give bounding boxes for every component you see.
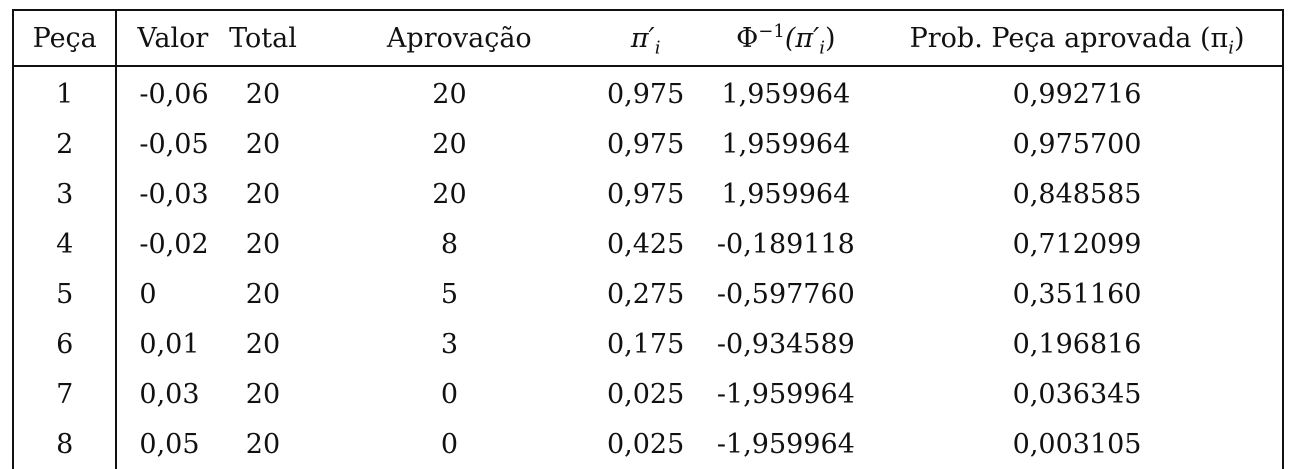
cell-pi-prime: 0,025 xyxy=(606,378,685,410)
cell-prob: 0,036345 xyxy=(872,369,1283,419)
cell-phi-inverse: 1,959964 xyxy=(721,78,851,110)
table-row xyxy=(13,419,1283,469)
table-row xyxy=(13,119,1283,169)
cell-phi-inverse: -0,597760 xyxy=(716,278,855,310)
cell-total: 20 xyxy=(245,78,281,110)
header-row xyxy=(13,10,1283,66)
header-phi-arg-subscript: i xyxy=(819,36,826,58)
header-prob-subscript: i xyxy=(1228,36,1235,58)
cell-pi-prime: 0,975 xyxy=(606,128,685,160)
data-table xyxy=(12,9,1284,469)
cell-phi-inverse: -1,959964 xyxy=(716,378,855,410)
cell-valor: 0 xyxy=(139,278,157,310)
cell-peca: 8 xyxy=(13,419,116,469)
header-total: Total xyxy=(219,10,308,66)
table-row xyxy=(13,219,1283,269)
header-prob-text: Prob. Peça aprovada (π xyxy=(909,22,1229,54)
cell-prob: 0,975700 xyxy=(872,119,1283,169)
cell-total: 20 xyxy=(245,428,281,460)
cell-prob: 0,196816 xyxy=(872,319,1283,369)
header-pi-prime xyxy=(592,10,700,66)
cell-phi-inverse: -0,189118 xyxy=(716,228,855,260)
header-phi-arg-close: ) xyxy=(825,22,836,54)
cell-pi-prime: 0,975 xyxy=(606,178,685,210)
header-pi-prime-symbol: π′ xyxy=(630,22,655,54)
cell-aprovacao: 20 xyxy=(432,128,467,160)
cell-aprovacao: 0 xyxy=(440,428,459,460)
cell-pi-prime: 0,175 xyxy=(606,328,685,360)
table-row xyxy=(13,369,1283,419)
cell-peca: 4 xyxy=(13,219,116,269)
header-pi-prime-subscript: i xyxy=(654,36,661,58)
header-prob-close: ) xyxy=(1234,22,1245,54)
cell-valor: -0,05 xyxy=(139,128,209,160)
cell-pi-prime: 0,975 xyxy=(606,78,685,110)
cell-valor: -0,03 xyxy=(139,178,209,210)
cell-peca: 5 xyxy=(13,269,116,319)
cell-phi-inverse: -0,934589 xyxy=(716,328,855,360)
cell-aprovacao: 5 xyxy=(440,278,459,310)
header-peca: Peça xyxy=(13,10,116,66)
cell-total: 20 xyxy=(245,378,281,410)
header-valor: Valor xyxy=(116,10,218,66)
table-row xyxy=(13,269,1283,319)
header-phi-symbol: Φ xyxy=(736,22,759,54)
cell-aprovacao: 20 xyxy=(432,78,467,110)
table-row xyxy=(13,66,1283,119)
cell-aprovacao: 8 xyxy=(440,228,459,260)
cell-valor: 0,01 xyxy=(139,328,200,360)
cell-valor: -0,06 xyxy=(139,78,209,110)
cell-prob: 0,992716 xyxy=(872,66,1283,119)
table-row xyxy=(13,169,1283,219)
cell-valor: -0,02 xyxy=(139,228,209,260)
cell-peca: 7 xyxy=(13,369,116,419)
cell-phi-inverse: -1,959964 xyxy=(716,428,855,460)
table-header xyxy=(13,10,1283,66)
cell-total: 20 xyxy=(245,328,281,360)
header-aprovacao: Aprovação xyxy=(307,10,591,66)
cell-aprovacao: 0 xyxy=(440,378,459,410)
cell-peca: 2 xyxy=(13,119,116,169)
cell-valor: 0,03 xyxy=(139,378,200,410)
header-phi-arg-open: (π′ xyxy=(784,22,820,54)
cell-prob: 0,712099 xyxy=(872,219,1283,269)
cell-prob: 0,003105 xyxy=(872,419,1283,469)
cell-pi-prime: 0,025 xyxy=(606,428,685,460)
table-row xyxy=(13,319,1283,369)
cell-phi-inverse: 1,959964 xyxy=(721,128,851,160)
cell-total: 20 xyxy=(245,228,281,260)
cell-aprovacao: 20 xyxy=(432,178,467,210)
cell-valor: 0,05 xyxy=(139,428,200,460)
cell-total: 20 xyxy=(245,178,281,210)
cell-aprovacao: 3 xyxy=(440,328,459,360)
cell-prob: 0,848585 xyxy=(872,169,1283,219)
cell-peca: 1 xyxy=(13,66,116,119)
cell-pi-prime: 0,275 xyxy=(606,278,685,310)
cell-total: 20 xyxy=(245,278,281,310)
cell-peca: 6 xyxy=(13,319,116,369)
cell-total: 20 xyxy=(245,128,281,160)
cell-peca: 3 xyxy=(13,169,116,219)
header-phi-inverse xyxy=(700,10,873,66)
header-phi-superscript: −1 xyxy=(758,20,785,42)
cell-prob: 0,351160 xyxy=(872,269,1283,319)
cell-phi-inverse: 1,959964 xyxy=(721,178,851,210)
table-body xyxy=(13,66,1283,469)
header-prob xyxy=(872,10,1283,66)
cell-pi-prime: 0,425 xyxy=(606,228,685,260)
